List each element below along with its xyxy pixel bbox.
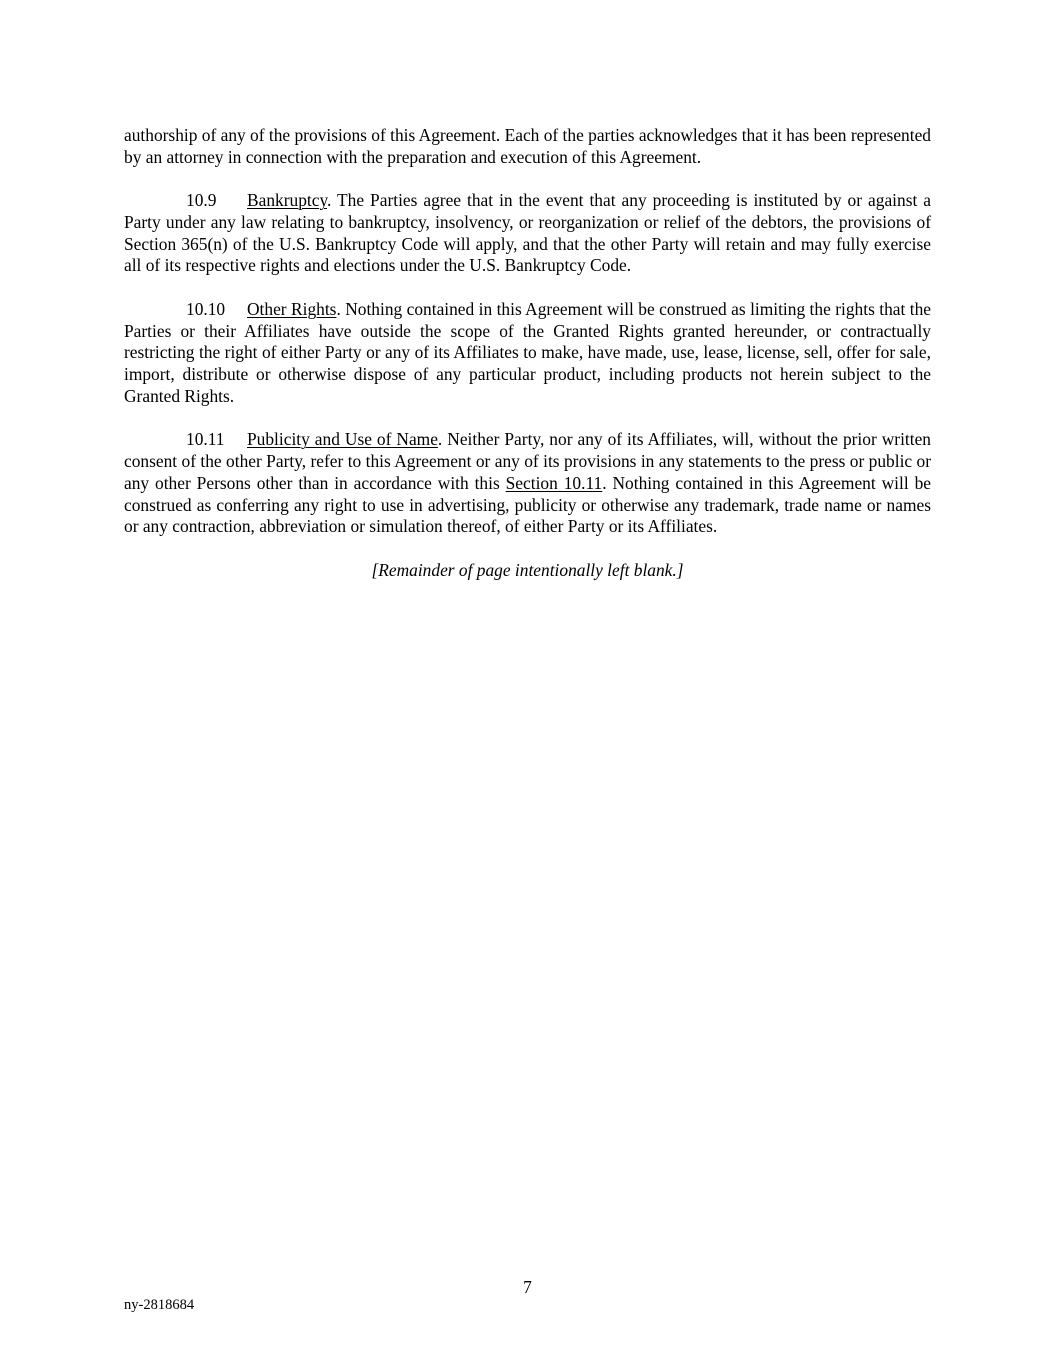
section-number: 10.10 (186, 298, 226, 319)
section-heading: Publicity and Use of Name (247, 429, 438, 450)
section-body-continued: . Nothing contained in this Agreement will be construed as conferring any right to use in advertising, publicity or otherwise any trademark, trade name or names or any contraction, abbreviation or simulation thereof, of either Party or its Affiliates. (124, 472, 932, 537)
remainder-note: [Remainder of page intentionally left blank.] (371, 559, 684, 580)
section-cross-reference: Section 10.11 (505, 472, 603, 493)
page-number: 7 (523, 1277, 532, 1297)
document-id: ny-2818684 (124, 1297, 195, 1313)
section-body: . Nothing contained in this Agreement will be construed as limiting the rights that the Parties or their Affiliates have outside the scope of the Granted Rights granted hereunder, or contractually restricting the right of either Party or any of its Affiliates to make, have made, use, lease, license, sell, offer for sale, import, distribute or otherwise dispose of any particular product, including products not herein subject to the Granted Rights. (124, 298, 931, 406)
carryover-paragraph: authorship of any of the provisions of this Agreement. Each of the parties acknowledges that it has been represented by an attorney in connection with the preparation and execution of this Agreement. (124, 125, 931, 167)
section-heading: Bankruptcy (247, 190, 328, 211)
section-body: . The Parties agree that in the event that any proceeding is instituted by or against a Party under any law relating to bankruptcy, insolvency, or reorganization or relief of the debtors, the provisions of Section 365(n) of the U.S. Bankruptcy Code will apply, and that the other Party will retain and may fully exercise all of its respective rights and elections under the U.S. Bankruptcy Code. (124, 190, 931, 276)
section-number: 10.9 (186, 190, 217, 211)
section-10-10 (124, 299, 931, 408)
document-body (124, 125, 931, 603)
section-10-11 (124, 429, 931, 538)
section-10-9 (124, 190, 931, 277)
section-number: 10.11 (186, 429, 225, 450)
section-heading: Other Rights (247, 298, 337, 319)
section-body: . Neither Party, nor any of its Affiliates, will, without the prior written consent of the other Party, refer to this Agreement or any of its provisions in any statements to the press or public or any other Persons other than in accordance with this (124, 429, 931, 493)
